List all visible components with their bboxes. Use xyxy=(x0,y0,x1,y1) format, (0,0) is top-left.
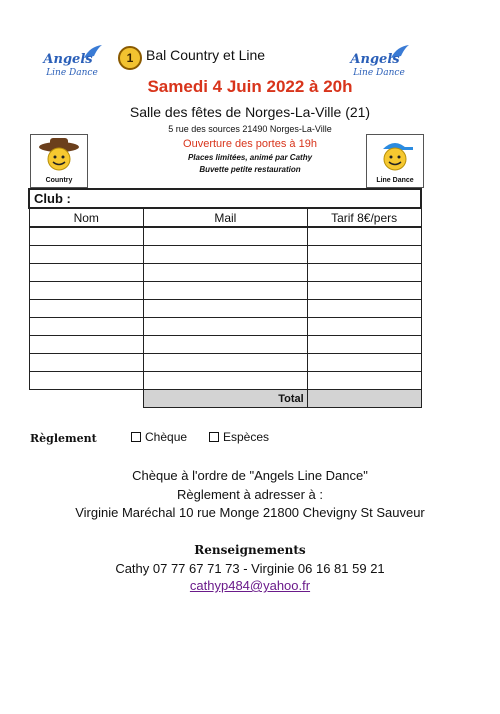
event-date: Samedi 4 Juin 2022 à 20h xyxy=(147,77,353,96)
mail-cell[interactable] xyxy=(144,354,308,372)
name-cell[interactable] xyxy=(29,282,144,300)
cap-smiley-icon xyxy=(367,135,423,175)
cowboy-smiley-icon xyxy=(31,135,87,175)
name-cell[interactable] xyxy=(29,336,144,354)
registration-table xyxy=(28,188,422,408)
price-cell[interactable] xyxy=(307,227,421,246)
contact-email[interactable] xyxy=(0,578,500,593)
mail-cell[interactable] xyxy=(144,318,308,336)
price-cell[interactable] xyxy=(307,354,421,372)
price-cell[interactable] xyxy=(307,336,421,354)
total-value-cell[interactable] xyxy=(307,390,421,408)
logo-brand: Angels xyxy=(43,52,93,67)
logo-subtitle: Line Dance xyxy=(353,68,405,78)
event-title: Bal Country et Line xyxy=(146,47,266,63)
info-line-2: Buvette petite restauration xyxy=(199,165,301,174)
venue-name: Salle des fêtes de Norges-La-Ville (21) xyxy=(129,104,371,120)
mail-cell[interactable] xyxy=(144,336,308,354)
badge-label: Line Dance xyxy=(376,177,414,184)
table-row xyxy=(29,300,421,318)
mailing-address: Virginie Maréchal 10 rue Monge 21800 Chevigny St Sauveur xyxy=(75,505,425,520)
info-line-1: Places limitées, animé par Cathy xyxy=(187,153,313,162)
logo-subtitle: Line Dance xyxy=(46,68,98,78)
send-to: Règlement à adresser à : xyxy=(177,487,323,502)
table-row xyxy=(29,354,421,372)
name-cell[interactable] xyxy=(29,227,144,246)
column-header-mail: Mail xyxy=(144,208,308,227)
payment-label: Règlement xyxy=(30,432,97,445)
table-row xyxy=(29,336,421,354)
mail-cell[interactable] xyxy=(144,282,308,300)
cheque-option[interactable] xyxy=(131,430,187,444)
price-cell[interactable] xyxy=(307,246,421,264)
total-label: Total xyxy=(144,390,308,408)
logo-brand: Angels xyxy=(350,52,400,67)
price-cell[interactable] xyxy=(307,282,421,300)
badge-label: Country xyxy=(45,177,73,184)
price-cell[interactable] xyxy=(307,300,421,318)
table-row xyxy=(29,227,421,246)
name-cell[interactable] xyxy=(29,246,144,264)
table-row xyxy=(29,264,421,282)
table-row xyxy=(29,282,421,300)
mail-cell[interactable] xyxy=(144,372,308,390)
name-cell[interactable] xyxy=(29,354,144,372)
cash-option[interactable] xyxy=(209,430,269,444)
name-cell[interactable] xyxy=(29,264,144,282)
table-row xyxy=(29,246,421,264)
name-cell[interactable] xyxy=(29,318,144,336)
checkbox-icon[interactable] xyxy=(131,432,141,442)
column-header-nom: Nom xyxy=(29,208,144,227)
club-field[interactable]: Club : xyxy=(29,189,421,208)
cheque-payee: Chèque à l'ordre de "Angels Line Dance" xyxy=(132,468,368,483)
price-cell[interactable] xyxy=(307,264,421,282)
mail-cell[interactable] xyxy=(144,246,308,264)
mail-cell[interactable] xyxy=(144,300,308,318)
table-row xyxy=(29,372,421,390)
name-cell[interactable] xyxy=(29,372,144,390)
mail-cell[interactable] xyxy=(144,227,308,246)
table-row xyxy=(29,318,421,336)
total-row xyxy=(29,390,421,408)
price-cell[interactable] xyxy=(307,318,421,336)
line-dance-badge xyxy=(366,134,424,188)
venue-address: 5 rue des sources 21490 Norges-La-Ville xyxy=(168,124,332,134)
opening-time: Ouverture des portes à 19h xyxy=(183,138,317,150)
medal-icon: 1 xyxy=(118,46,142,70)
cash-label: Espèces xyxy=(223,430,270,444)
checkbox-icon[interactable] xyxy=(209,432,219,442)
name-cell[interactable] xyxy=(29,300,144,318)
mail-cell[interactable] xyxy=(144,264,308,282)
column-header-tarif: Tarif 8€/pers xyxy=(307,208,421,227)
contact-phones: Cathy 07 77 67 71 73 - Virginie 06 16 81 59 21 xyxy=(115,561,385,576)
contact-heading: Renseignements xyxy=(194,543,306,557)
empty-cell xyxy=(29,390,144,408)
email-link[interactable]: cathyp484@yahoo.fr xyxy=(189,578,311,593)
cheque-label: Chèque xyxy=(145,430,188,444)
price-cell[interactable] xyxy=(307,372,421,390)
country-badge xyxy=(30,134,88,188)
